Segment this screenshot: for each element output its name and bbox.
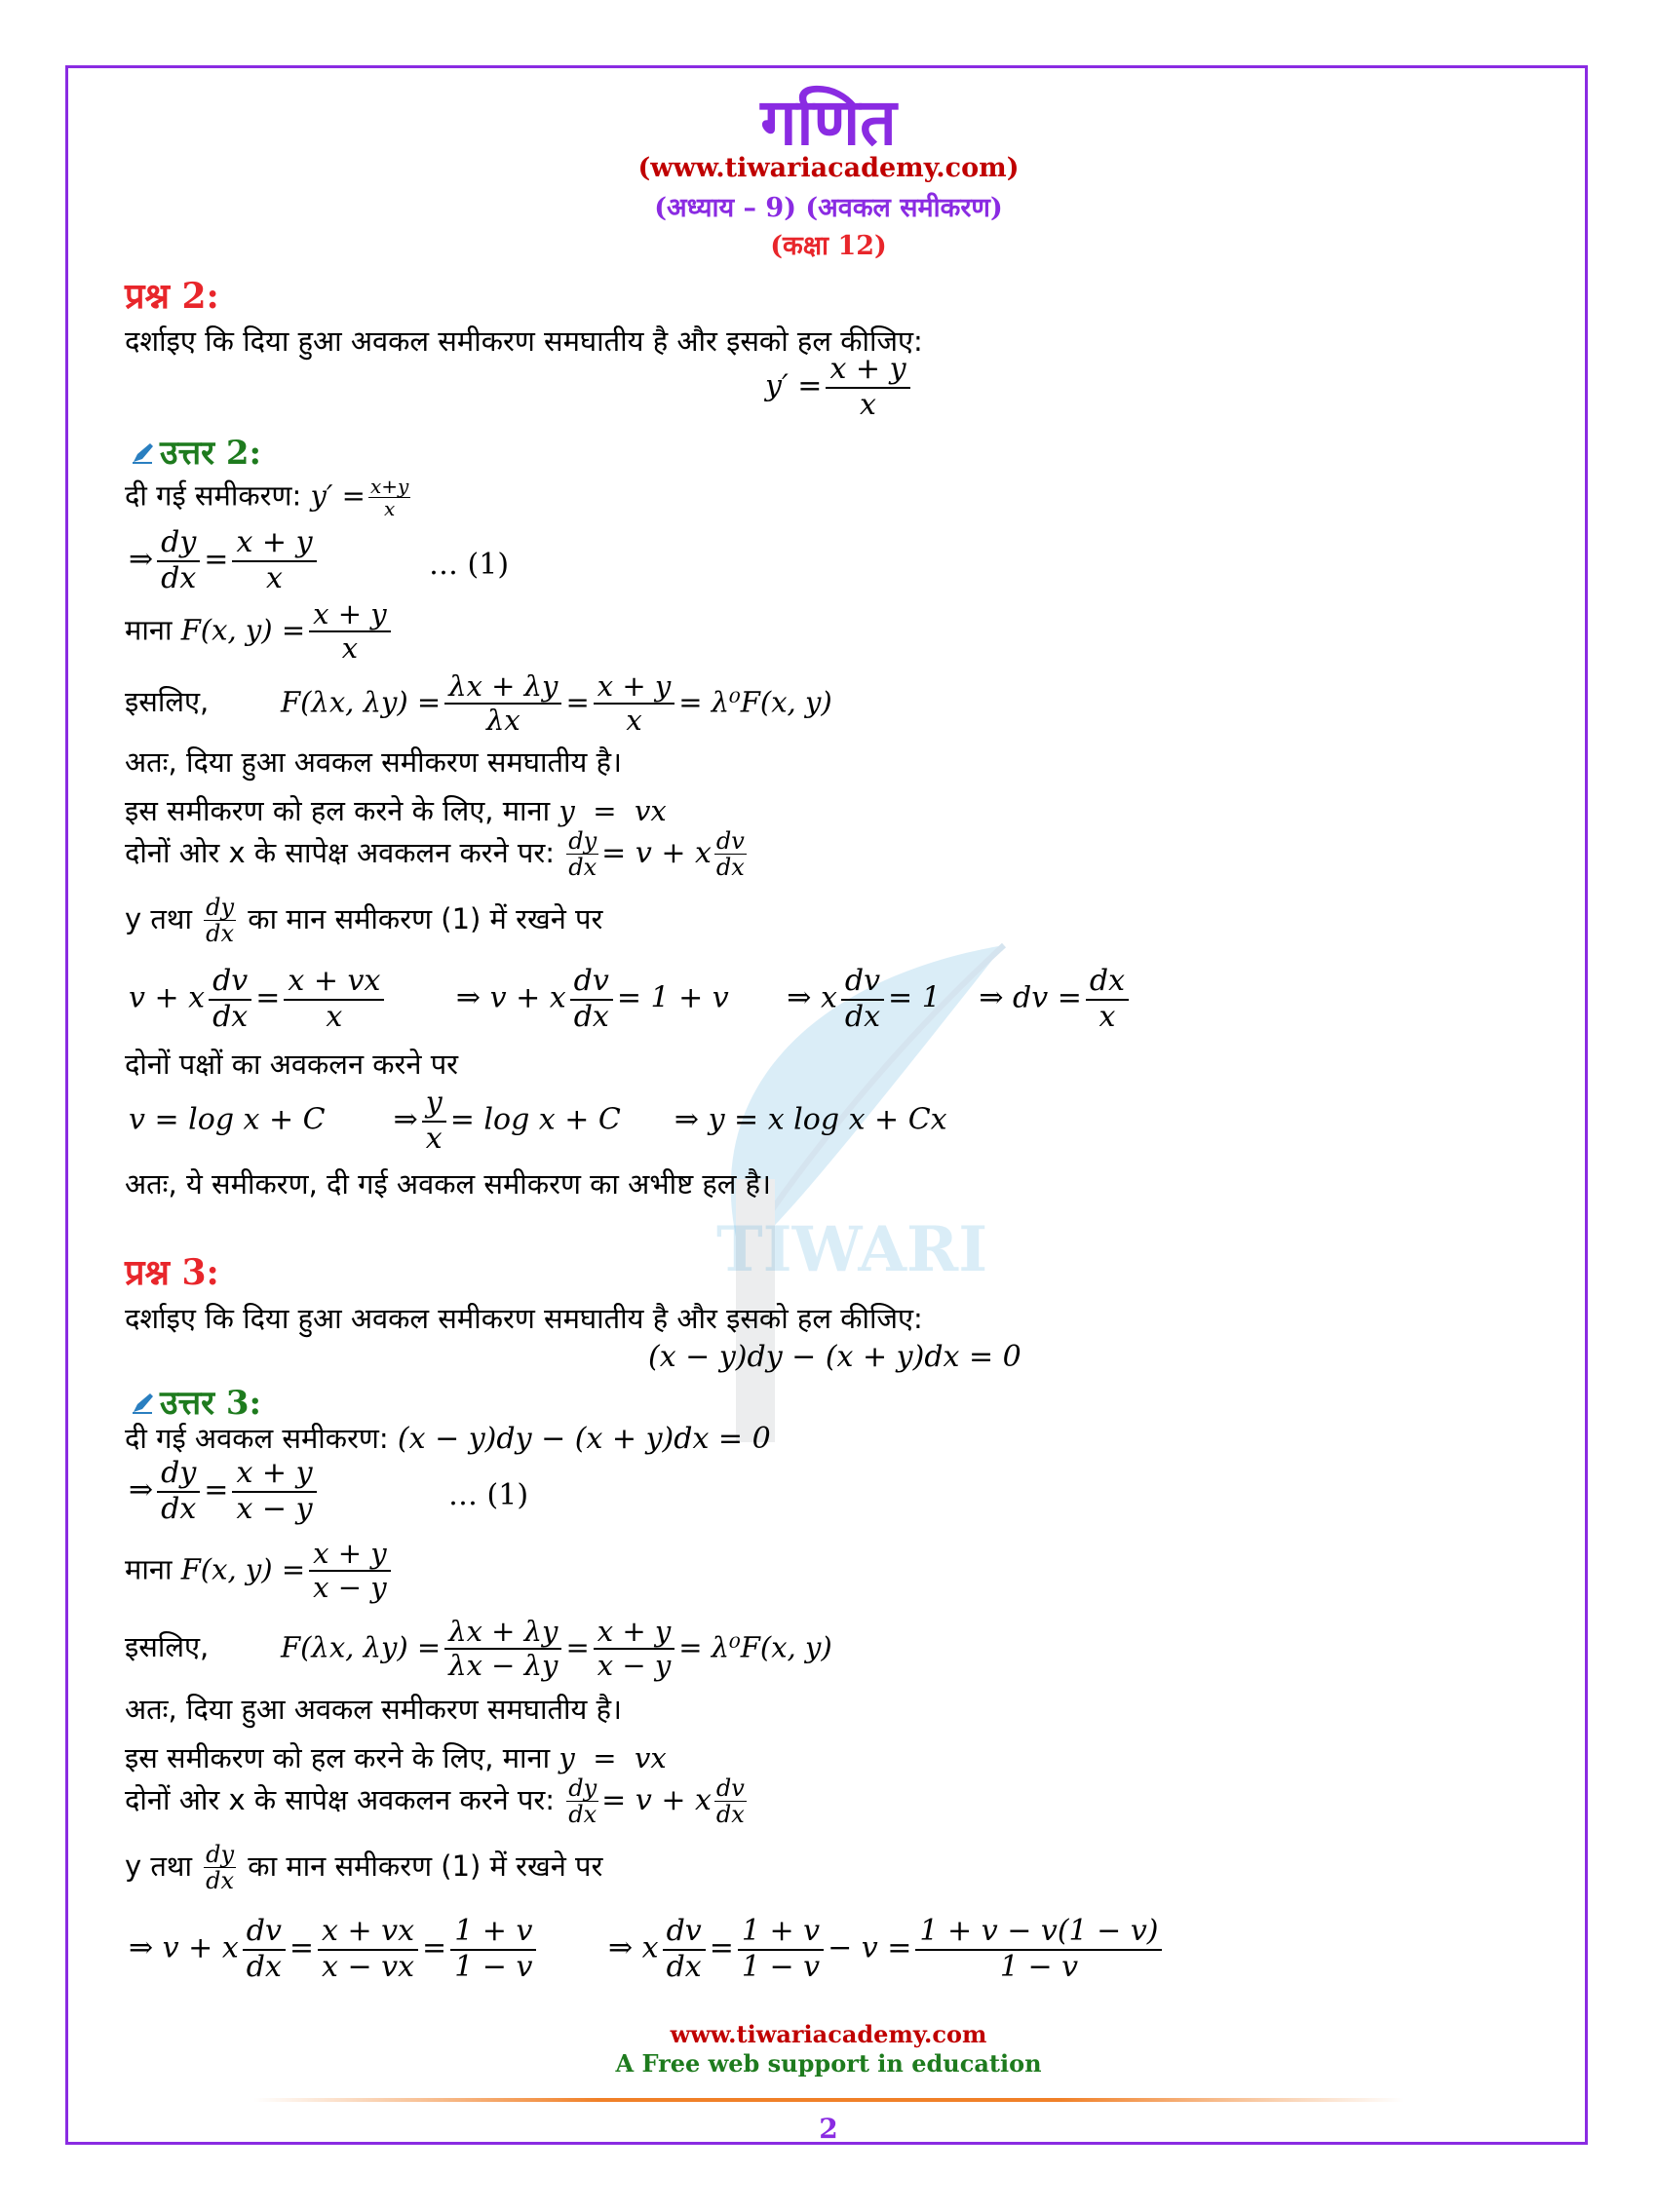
header-chapter: (अध्याय – 9) (अवकल समीकरण): [654, 193, 1003, 223]
question-3-heading: प्रश्न 3:: [125, 1252, 219, 1293]
answer-3-line-2: ⇒ $\frac{dy}{dx}$ = $\frac{x + y}{x - y}$: [129, 1457, 321, 1526]
pen-icon: [131, 1391, 156, 1416]
question-3-statement: दर्शाइए कि दिया हुआ अवकल समीकरण समघातीय है और इसको हल कीजिए:: [125, 1302, 923, 1335]
answer-2-line-2: ⇒ $\frac{dy}{dx}$ = $\frac{x + y}{x}$: [129, 526, 321, 595]
answer-3-line-9: ⇒ v + x $\frac{dv}{dx}$ = $\frac{x + vx}{x - vx}$ = $\frac{1 + v}{1 - v}$ ⇒ x $\frac{dv}{dx}$ = $\frac{1 + v}{1 - v}$ − v = $\frac{1 + v - v(1 - v)}{1 - v}$: [129, 1915, 1166, 1984]
footer-website: www.tiwariacademy.com: [670, 2020, 987, 2048]
answer-2-line-6: इस समीकरण को हल करने के लिए, माना y = vx: [125, 794, 667, 827]
answer-3-line-8: y तथा $\frac{dy}{dx}$ का मान समीकरण (1) में रखने पर: [125, 1841, 603, 1895]
answer-3-line-6: इस समीकरण को हल करने के लिए, माना y = vx: [125, 1741, 667, 1774]
question-3-equation: (x − y)dy − (x + y)dx = 0: [648, 1340, 1021, 1374]
answer-3-eq-ref: … (1): [448, 1478, 529, 1512]
answer-2-eq-ref: … (1): [429, 548, 510, 582]
header-website: (www.tiwariacademy.com): [637, 153, 1020, 183]
answer-2-line-11: v = log x + C ⇒ $\frac{y}{x}$ = log x + C ⇒ y = x log x + Cx: [129, 1086, 947, 1156]
answer-2-line-10: दोनों पक्षों का अवकलन करने पर: [125, 1048, 459, 1081]
answer-2-line-12: अतः, ये समीकरण, दी गई अवकल समीकरण का अभीष्ट हल है।: [125, 1167, 772, 1201]
answer-2-line-7: दोनों ओर x के सापेक्ष अवकलन करने पर: $\frac{dy}{dx}$ = v + x $\frac{dv}{dx}$: [125, 827, 745, 882]
answer-2-heading: उत्तर 2:: [131, 429, 261, 474]
footer-tagline: A Free web support in education: [615, 2049, 1042, 2078]
answer-2-line-1: दी गई समीकरण: y′ = $\frac{x+y}{x}$: [125, 475, 409, 520]
answer-2-line-5: अतः, दिया हुआ अवकल समीकरण समघातीय है।: [125, 745, 622, 779]
question-2-heading: प्रश्न 2:: [125, 276, 219, 317]
answer-3-heading: उत्तर 3:: [131, 1379, 261, 1424]
header-class: (कक्षा 12): [770, 231, 887, 261]
answer-2-line-9: v + x $\frac{dv}{dx}$ = $\frac{x + vx}{x}$ ⇒ v + x $\frac{dv}{dx}$ = 1 + v ⇒ x $\frac{dv}{dx}$ = 1 ⇒ dv = $\frac{dx}{x}$: [129, 965, 1133, 1034]
answer-3-line-7: दोनों ओर x के सापेक्ष अवकलन करने पर: $\frac{dy}{dx}$ = v + x $\frac{dv}{dx}$: [125, 1774, 745, 1829]
answer-3-line-1: दी गई अवकल समीकरण: (x − y)dy − (x + y)dx = 0: [125, 1422, 771, 1456]
pen-icon: [131, 440, 156, 466]
answer-3-line-4: इसलिए, F(λx, λy) = $\frac{\lambda x + \lambda y}{\lambda x - \lambda y}$ = $\frac{x + y}{x - y}$ = λ⁰F(x, y): [125, 1615, 832, 1683]
page-title: गणित: [760, 85, 897, 160]
watermark-text: TIWARI: [716, 1213, 988, 1286]
answer-3-line-5: अतः, दिया हुआ अवकल समीकरण समघातीय है।: [125, 1693, 622, 1726]
page-number: 2: [819, 2113, 838, 2145]
question-2-statement: दर्शाइए कि दिया हुआ अवकल समीकरण समघातीय है और इसको हल कीजिए:: [125, 324, 923, 358]
answer-3-line-3: माना F(x, y) = $\frac{x + y}{x - y}$: [125, 1538, 395, 1605]
question-2-equation: y′ = $\frac{x + y}{x}$: [765, 353, 914, 422]
answer-2-line-8: y तथा $\frac{dy}{dx}$ का मान समीकरण (1) में रखने पर: [125, 894, 603, 948]
answer-2-line-4: इसलिए, F(λx, λy) = $\frac{\lambda x + \lambda y}{\lambda x}$ = $\frac{x + y}{x}$ = λ⁰F(x, y): [125, 669, 832, 738]
answer-2-line-3: माना F(x, y) = $\frac{x + y}{x}$: [125, 598, 395, 666]
footer-divider: [253, 2098, 1404, 2102]
